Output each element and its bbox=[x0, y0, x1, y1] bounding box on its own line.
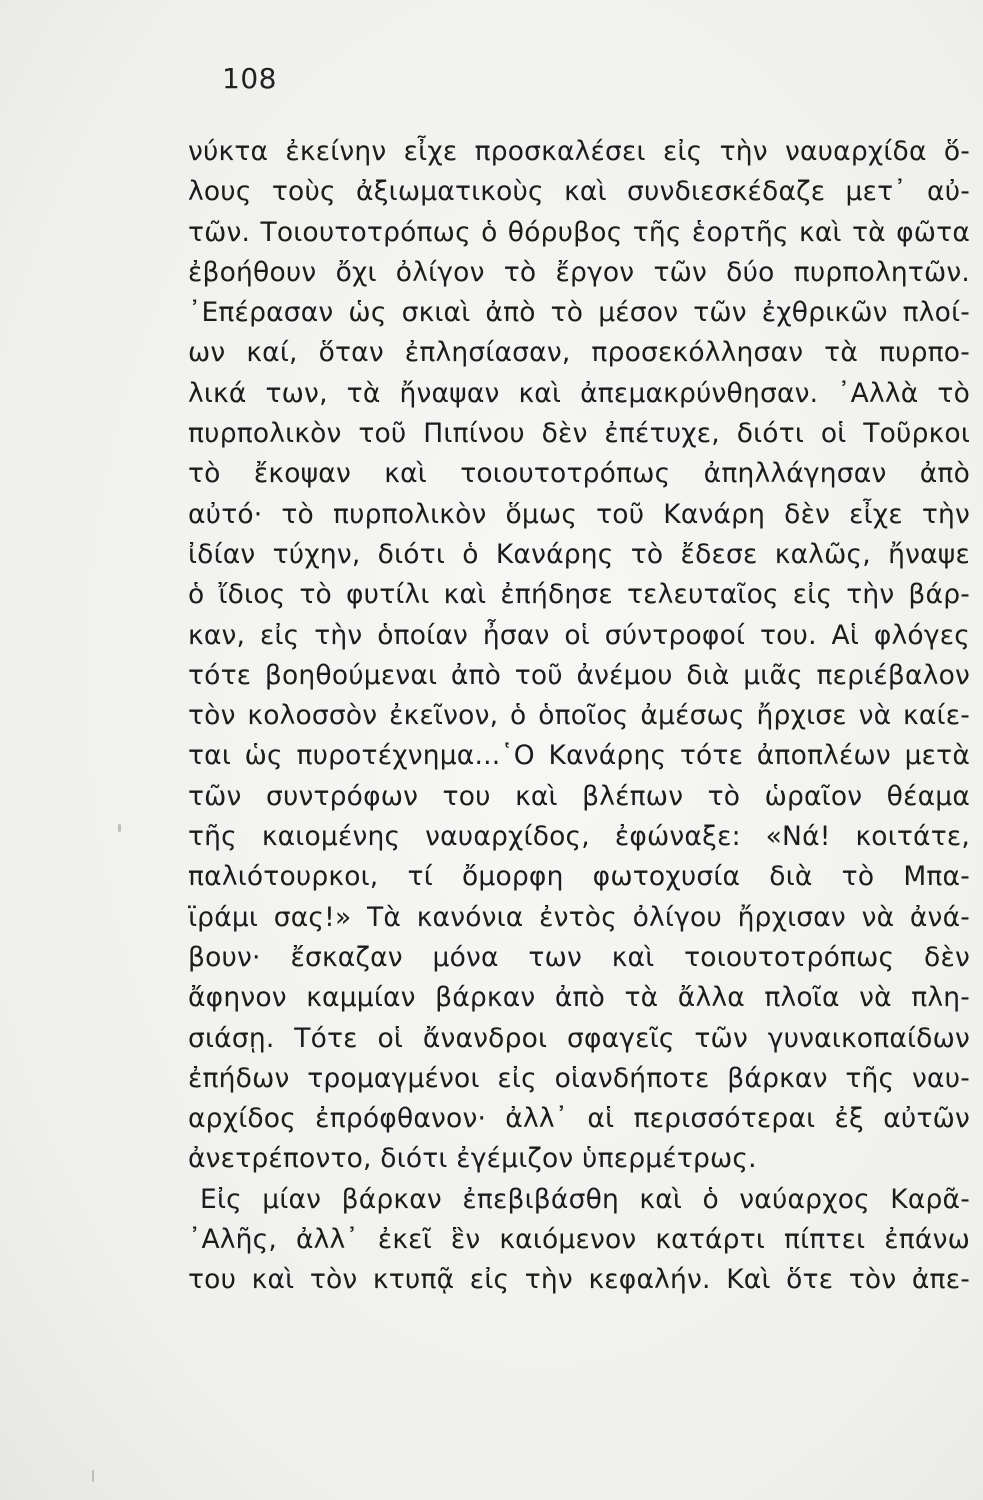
text-line: ἀνετρέποντο, διότι ἐγέμιζον ὑπερμέτρως. bbox=[188, 1143, 757, 1175]
text-line: ᾽Επέρασαν ὡς σκιαὶ ἀπὸ τὸ μέσον τῶν ἐχθρικῶν πλοί- bbox=[188, 297, 970, 329]
text-line: τῶν. Τοιουτοτρόπως ὁ θόρυβος τῆς ἑορτῆς καὶ τὰ φῶτα bbox=[188, 216, 970, 248]
text-line: λους τοὺς ἀξιωματικοὺς καὶ συνδιεσκέδαζε μετ᾽ αὐ- bbox=[188, 176, 970, 208]
text-line: ὁ ἴδιος τὸ φυτίλι καὶ ἐπήδησε τελευταῖος εἰς τὴν βάρ- bbox=[188, 579, 970, 611]
text-line: τὸν κολοσσὸν ἐκεῖνον, ὁ ὁποῖος ἀμέσως ἤρχισε νὰ καίε- bbox=[188, 700, 970, 732]
text-line: ϊράμι σας!» Τὰ κανόνια ἐντὸς ὀλίγου ἤρχισαν νὰ ἀνά- bbox=[188, 901, 970, 933]
text-line: ἐπήδων τρομαγμένοι εἰς οἱανδήποτε βάρκαν τῆς ναυ- bbox=[188, 1062, 970, 1094]
text-line: ᾽Αλῆς, ἀλλ᾽ ἐκεῖ ἓν καιόμενον κατάρτι πίπτει ἐπάνω bbox=[188, 1224, 970, 1256]
text-line: τῶν συντρόφων του καὶ βλέπων τὸ ὡραῖον θέαμα bbox=[188, 780, 970, 812]
text-line: ται ὡς πυροτέχνημα...῾Ο Κανάρης τότε ἀποπλέων μετὰ bbox=[188, 740, 970, 772]
text-line: λικά των, τὰ ἤναψαν καὶ ἀπεμακρύνθησαν. ᾽Αλλὰ τὸ bbox=[188, 377, 970, 409]
text-line: αρχίδος ἐπρόφθανον· ἀλλ᾽ αἱ περισσότεραι ἐξ αὐτῶν bbox=[188, 1103, 970, 1135]
page-number: 108 bbox=[222, 62, 277, 95]
text-line: ἐβοήθουν ὄχι ὀλίγον τὸ ἔργον τῶν δύο πυρπολητῶν. bbox=[188, 256, 970, 288]
paper-speck bbox=[118, 824, 121, 832]
text-line: του καὶ τὸν κτυπᾷ εἰς τὴν κεφαλήν. Καὶ ὅτε τὸν ἀπε- bbox=[188, 1264, 970, 1296]
text-line: βουν· ἔσκαζαν μόνα των καὶ τοιουτοτρόπως δὲν bbox=[188, 941, 970, 973]
text-line: τῆς καιομένης ναυαρχίδος, ἐφώναξε: «Νά! κοιτάτε, bbox=[188, 821, 970, 853]
text-line: τὸ ἔκοψαν καὶ τοιουτοτρόπως ἀπηλλάγησαν ἀπὸ bbox=[188, 458, 970, 490]
body-text bbox=[188, 132, 970, 1301]
text-line: καν, εἰς τὴν ὁποίαν ἦσαν οἱ σύντροφοί του. Αἱ φλόγες bbox=[188, 619, 970, 651]
text-line: ἄφηνον καμμίαν βάρκαν ἀπὸ τὰ ἄλλα πλοῖα νὰ πλη- bbox=[188, 982, 970, 1014]
text-line: ων καί, ὅταν ἐπλησίασαν, προσεκόλλησαν τὰ πυρπο- bbox=[188, 337, 970, 369]
text-line: τότε βοηθούμεναι ἀπὸ τοῦ ἀνέμου διὰ μιᾶς περιέβαλον bbox=[188, 659, 970, 691]
paper-speck bbox=[92, 1470, 94, 1482]
text-line: πυρπολικὸν τοῦ Πιπίνου δὲν ἐπέτυχε, διότι οἱ Τοῦρκοι bbox=[188, 418, 970, 450]
text-line: ἰδίαν τύχην, διότι ὁ Κανάρης τὸ ἔδεσε καλῶς, ἤναψε bbox=[188, 538, 970, 570]
text-line: Εἰς μίαν βάρκαν ἐπεβιβάσθη καὶ ὁ ναύαρχος Καρᾶ- bbox=[200, 1183, 970, 1215]
text-line: σιάσῃ. Τότε οἱ ἄνανδροι σφαγεῖς τῶν γυναικοπαίδων bbox=[188, 1022, 970, 1054]
text-line: αὐτό· τὸ πυρπολικὸν ὅμως τοῦ Κανάρη δὲν εἶχε τὴν bbox=[188, 498, 970, 530]
text-line: νύκτα ἐκείνην εἶχε προσκαλέσει εἰς τὴν ναυαρχίδα ὅ- bbox=[188, 136, 970, 167]
text-line: παλιότουρκοι, τί ὄμορφη φωτοχυσία διὰ τὸ Μπα- bbox=[188, 861, 970, 893]
